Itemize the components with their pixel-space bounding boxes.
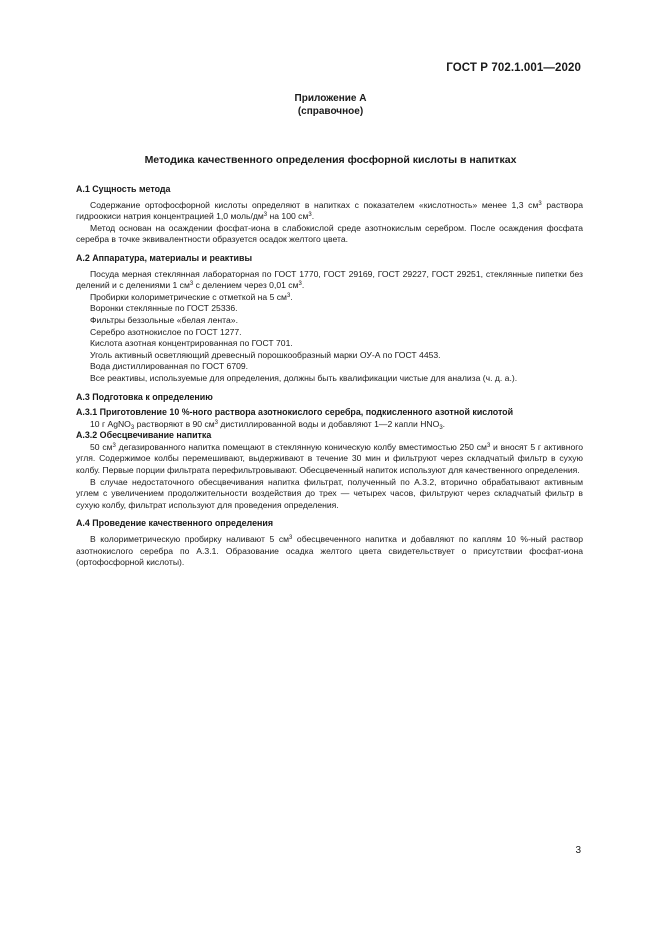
list-item: Вода дистиллированная по ГОСТ 6709. bbox=[90, 361, 249, 372]
list-item: Серебро азотнокислое по ГОСТ 1277. bbox=[90, 326, 242, 337]
subsection-a3-1-text: 10 г AgNO$_3$ растворяют в 90 $см^3$ дистиллированной воды и добавляют 1—2 капли $HNO_3$. bbox=[90, 418, 446, 431]
annex-type: (справочное) bbox=[297, 106, 364, 117]
subsection-a3-2-heading: А.3.2 Обесцвечивание напитка bbox=[76, 430, 212, 441]
section-a1-paragraph-1: Содержание ортофосфорной кислоты определяют в напитках с показателем «кислотность» менее 1,3 $см^3$ раствора гидроокиси натрия концентрацией 1,0 моль/$дм^3$ на 100 $см^3$. bbox=[76, 199, 583, 222]
section-a2-paragraph-2: Пробирки колориметрические с отметкой на 5 $см^3$. bbox=[90, 291, 293, 302]
section-a4-paragraph-1: В колориметрическую пробирку наливают 5 $см^3$ обесцвеченного напитка и добавляют по каплям 10 %-ный раствор азотнокислого серебра по А.3.1. Образование осадка желтого цвета свидетельствует о присутствии фосфат-иона (ортофосфорной кислоты). bbox=[76, 534, 583, 568]
list-item: Воронки стеклянные по ГОСТ 25336. bbox=[90, 303, 238, 314]
list-item: Уголь активный осветляющий древесный порошкообразный марки ОУ-А по ГОСТ 4453. bbox=[90, 349, 441, 360]
section-a1-heading: А.1 Сущность метода bbox=[76, 184, 171, 194]
subsection-a3-2-paragraph-2: В случае недостаточного обесцвечивания напитка фильтрат, полученный по А.3.2, вторично обрабатывают активным углем с увеличением продолжительности воздействия до трех — четырех часов, фильтруют через складчатый фильтр в сухую колбу, фильтрат используют для проведения определения. bbox=[76, 476, 583, 510]
section-a3-heading: А.3 Подготовка к определению bbox=[76, 391, 213, 402]
annex-label: Приложение А bbox=[294, 93, 367, 104]
subsection-a3-2-paragraph-1: 50 $см^3$ дегазированного напитка помещают в стеклянную коническую колбу вместимостью 250 $см^3$ и вносят 5 г активного угля. Содержимое колбы перемешивают, выдерживают в течение 30 мин и фильтруют через складчатый фильтр в сухую колбу. Первые порции фильтрата перефильтровывают. Обесцвеченный напиток используют для качественного определения. bbox=[76, 441, 583, 476]
annex-title: Методика качественного определения фосфорной кислоты в напитках bbox=[144, 154, 517, 166]
section-a2-heading: А.2 Аппаратура, материалы и реактивы bbox=[76, 252, 253, 263]
list-item: Кислота азотная концентрированная по ГОСТ 701. bbox=[90, 338, 293, 349]
section-a1-paragraph-2: Метод основан на осаждении фосфат-иона в слабокислой среде азотнокислым серебром. После осаждения фосфата серебра в точке эквивалентности образуется осадок желтого цвета. bbox=[76, 222, 583, 245]
list-item: Все реактивы, используемые для определения, должны быть квалификации чистые для анализа (ч. д. а.). bbox=[90, 372, 518, 383]
annex-header bbox=[0, 92, 661, 118]
document-code: ГОСТ Р 702.1.001—2020 bbox=[446, 62, 581, 74]
list-item: Фильтры беззольные «белая лента». bbox=[90, 314, 238, 325]
page-number: 3 bbox=[575, 845, 581, 856]
document-body bbox=[76, 184, 583, 569]
subsection-a3-1-heading: А.3.1 Приготовление 10 %-ного раствора азотнокислого серебра, подкисленного азотной кислотой bbox=[76, 407, 514, 418]
section-a4-heading: А.4 Проведение качественного определения bbox=[76, 518, 274, 529]
section-a2-paragraph-1: Посуда мерная стеклянная лабораторная по ГОСТ 1770, ГОСТ 29169, ГОСТ 29227, ГОСТ 29251, стеклянные пипетки без делений и с делениями 1 $см^3$ с делением через 0,01 $см^3$. bbox=[76, 268, 583, 291]
